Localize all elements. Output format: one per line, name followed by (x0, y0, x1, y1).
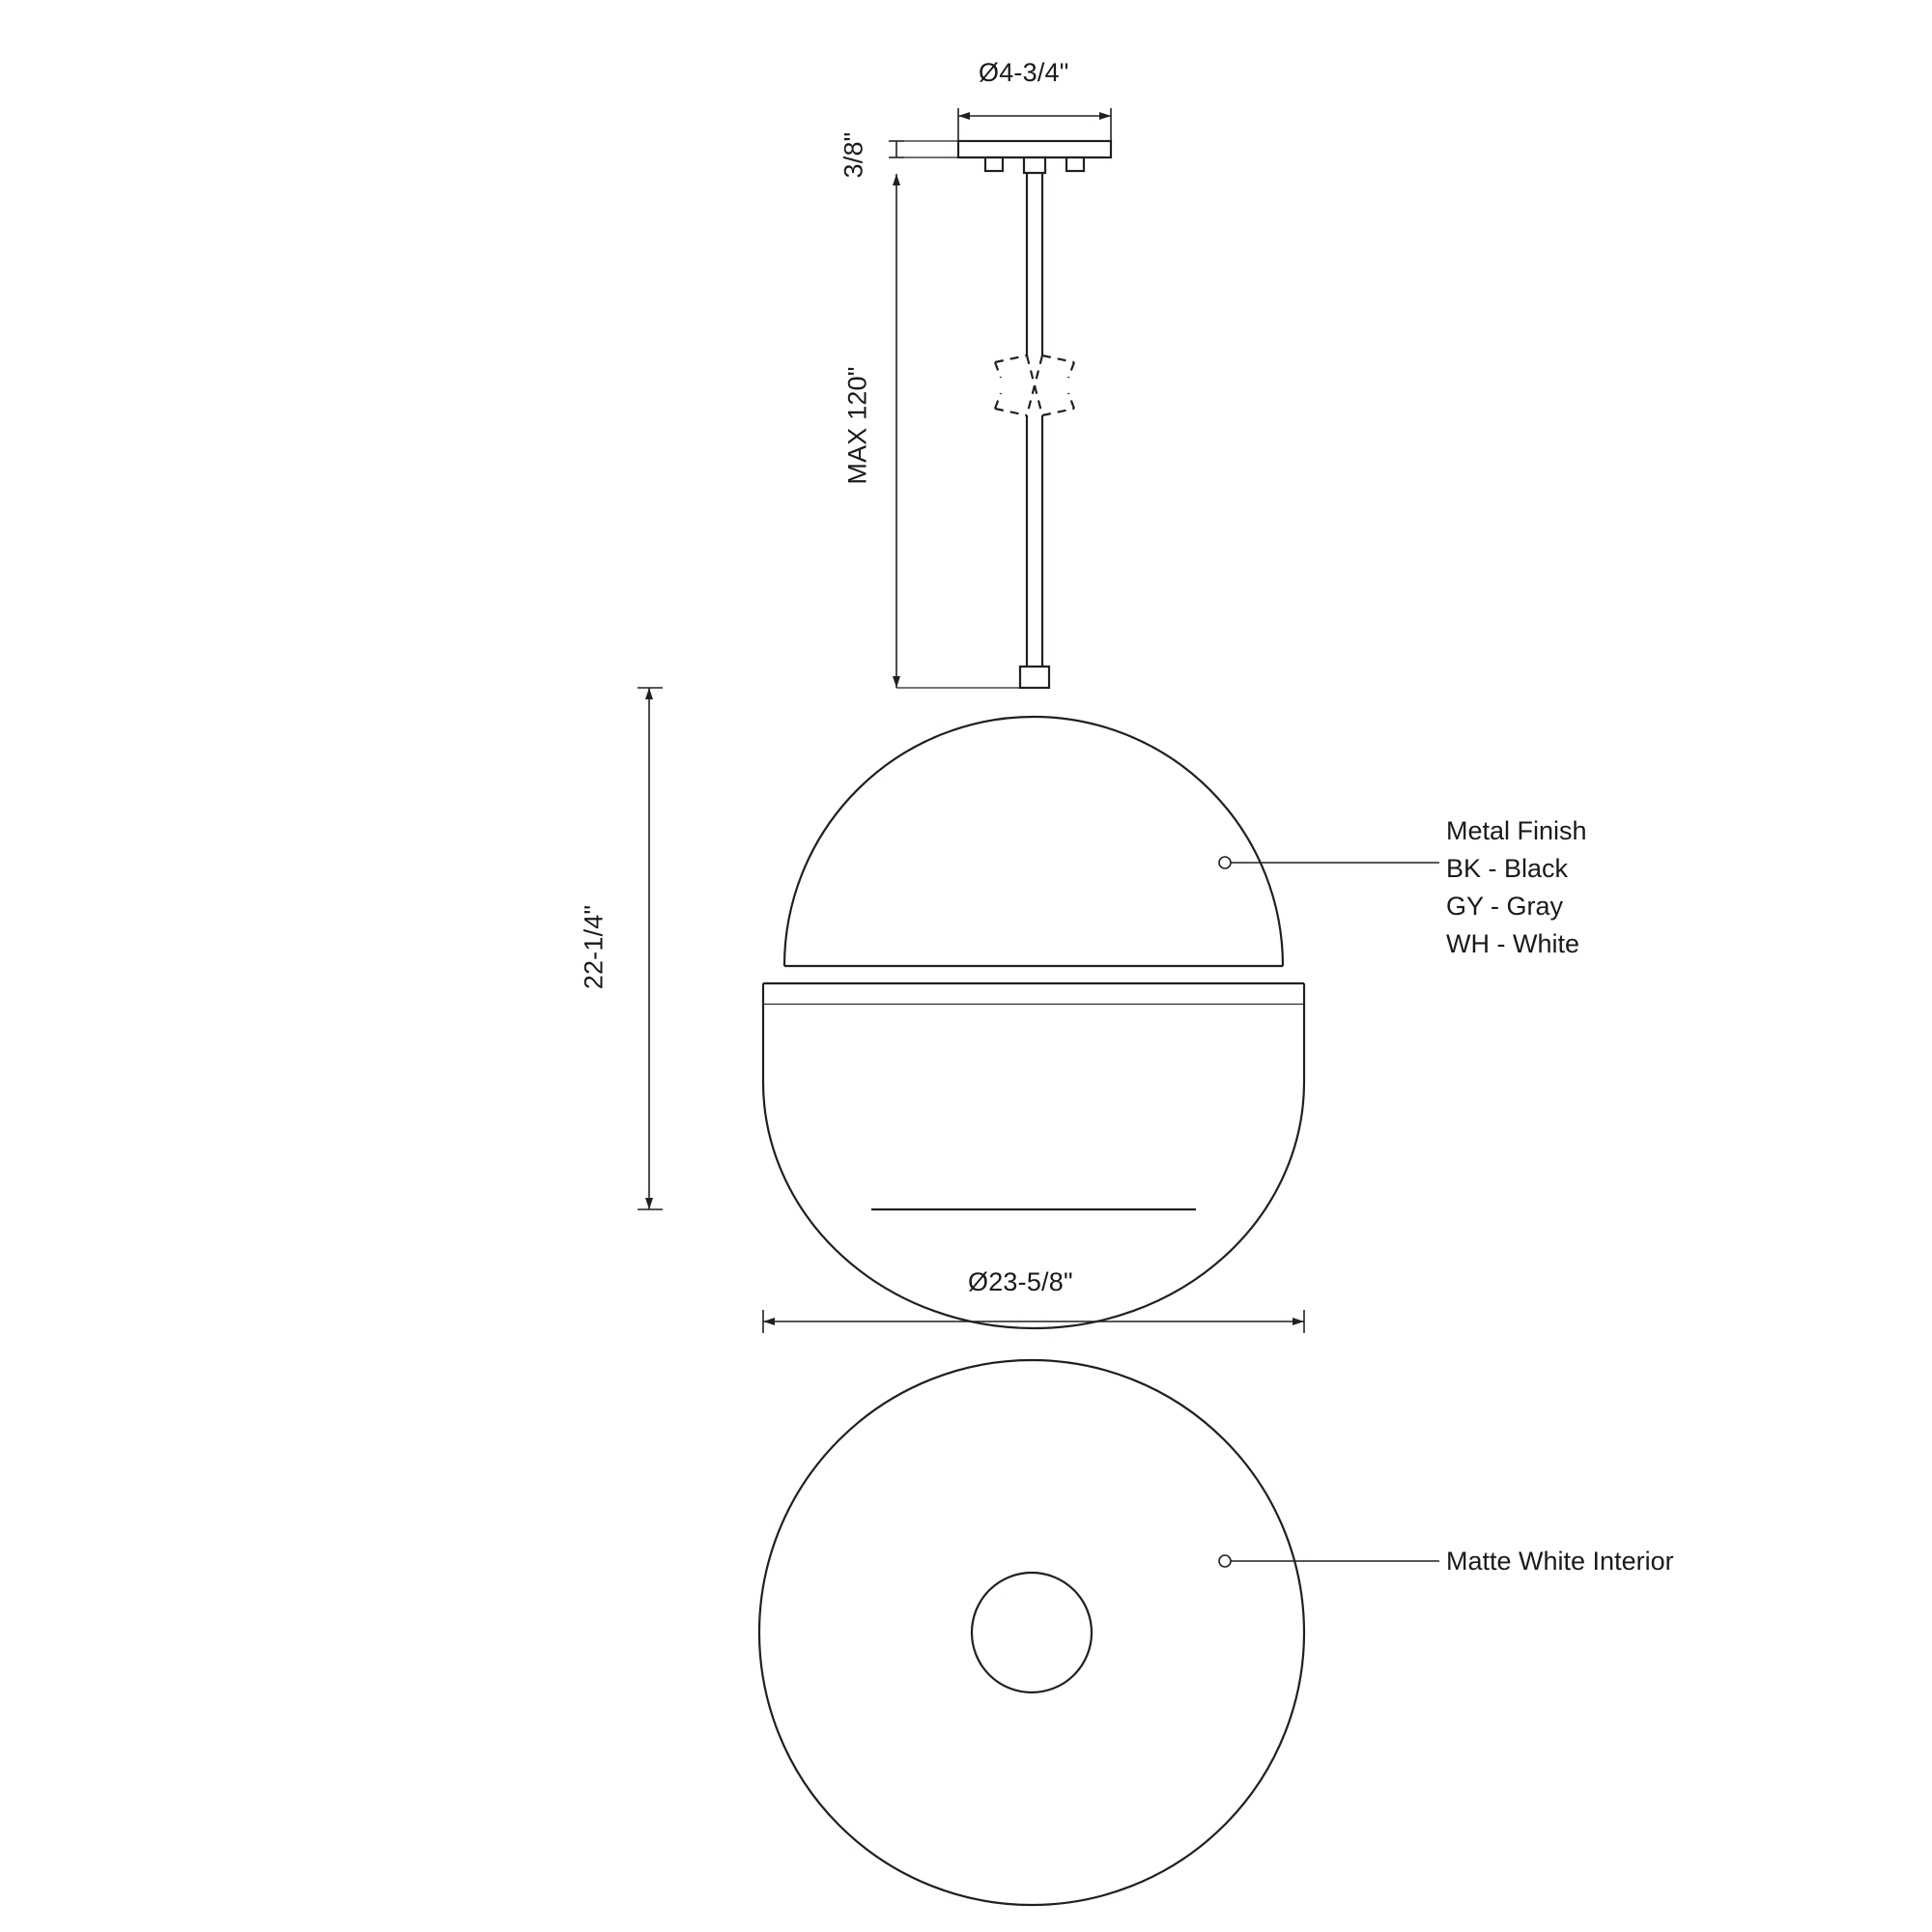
callout-matte-white-interior-label: Matte White Interior (1446, 1547, 1674, 1576)
callout-metal-finish-option-wh: WH - White (1446, 929, 1579, 958)
stem (995, 173, 1074, 688)
shade-elevation (763, 717, 1304, 1328)
dim-label-max-drop: MAX 120" (842, 366, 872, 485)
dim-label-fixture-height: 22-1/4" (579, 904, 609, 990)
dim-canopy-diameter (958, 108, 1111, 141)
callout-matte-white-interior (1446, 1543, 1674, 1580)
dim-label-canopy-height: 3/8" (838, 131, 868, 179)
dim-max-drop (893, 174, 1020, 688)
dim-label-canopy-diameter: Ø4-3/4" (979, 58, 1069, 87)
callout-metal-finish-option-bk: BK - Black (1446, 854, 1569, 883)
callout-metal-finish-heading: Metal Finish (1446, 816, 1587, 845)
canopy-assembly (958, 141, 1111, 173)
plan-view (759, 1360, 1304, 1905)
callout-metal-finish-option-gy: GY - Gray (1446, 892, 1564, 921)
dim-canopy-height (889, 141, 958, 157)
callout-metal-finish (1446, 812, 1587, 963)
dim-label-shade-diameter: Ø23-5/8" (968, 1267, 1073, 1296)
dim-fixture-height (638, 688, 663, 1209)
